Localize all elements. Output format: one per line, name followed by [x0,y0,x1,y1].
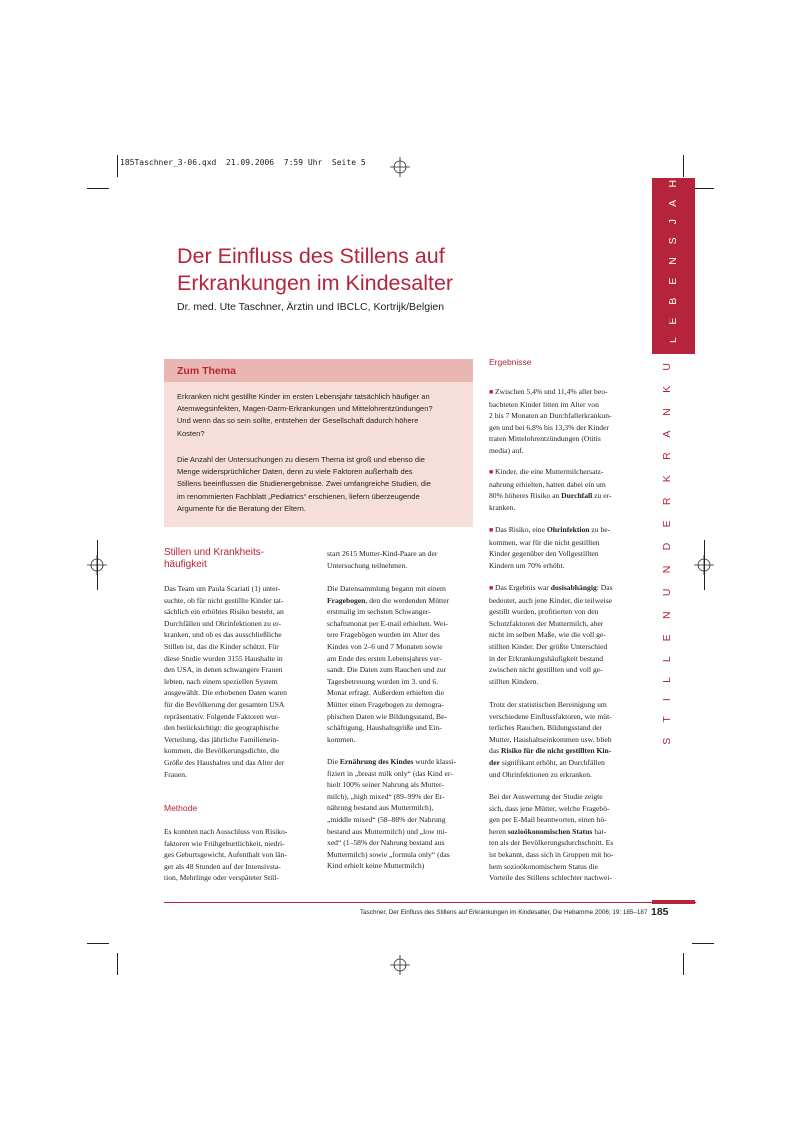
article-title: Der Einfluss des Stillens auf Erkrankungen im Kindesalter [177,244,454,295]
crop-mark [683,953,684,975]
bullet-icon: ■ [489,388,495,396]
registration-mark-icon [390,955,410,975]
footer-citation: Taschner, Der Einfluss des Stillens auf Erkrankungen im Kindesalter, Die Hebamme 2006; 19: 185–187 [360,909,648,916]
footer-rule [164,902,696,903]
column-1-paragraph-1: Das Team um Paula Scariati (1) unter- suchte, ob für nicht gestillte Kinder tat- sächlich ein erhöhtes Risiko besteht, an Durchfällen und Ohrinfektionen zu er- kranken, und ob es das ausschließliche Stillen ist, das die Kinder schützt. Für diese Studie wurden 3155 Haushalte in den USA, in denen schwangere Frauen lebten, nach einem speziellen System ausgewählt. Die erhobenen Daten waren für die Bevölkerung der gesamten USA repräsentativ. Folgende Faktoren wur- den berücksichtigt: die geographische Verteilung, das jährliche Familienein- kommen, die Bevölkerungsdichte, die Größe des Haushaltes und das Alter der Frauen. [164,584,287,779]
bullet-icon: ■ [489,468,495,476]
result-bullet-2: ■ Kinder, die eine Muttermilchersatz- nahrung erhielten, hatten dabei ein um 80% höheres Risiko an Durchfall zu er- kranken. [489,467,612,512]
column-2-paragraph-3: Die Ernährung des Kindes wurde klassi- fiziert in „breast milk only“ (das Kind er- hielt 100% seiner Nahrung als Mutter- milch), „high mixed“ (89–99% der Er- nährung bestand aus Muttermilch), „middle mixed“ (58–88% der Nahrung bestand aus Muttermilch) und „low mi- xed“ (1–58% der Nahrung bestand aus Muttermilch) sowie „formula only“ (das Kind erhielt keine Muttermilch) [327,757,456,871]
result-bullet-3: ■ Das Risiko, eine Ohrinfektion zu be- kommen, war für die nicht gestillten Kinder gegenüber den Vollgestillten Kindern um 70% erhöht. [489,525,611,570]
section-heading-ergebnisse: Ergebnisse [489,357,532,367]
bullet-icon: ■ [489,526,495,534]
summary-paragraph-1: Erkranken nicht gestillte Kinder im ersten Lebensjahr tatsächlich häufiger an Atemwegsinfekten, Magen-Darm-Erkrankungen und Mittelohrentzündungen? Und wenn das so sein sollte, entstehen der Gesellschaft dadurch höhere Kosten? [177,392,433,438]
column-2-paragraph-1: start 2615 Mutter-Kind-Paare an der Untersuchung teilnehmen. [327,549,438,570]
section-heading: Stillen und Krankheits- häufigkeit [164,547,265,570]
bullet-icon: ■ [489,584,495,592]
column-3-paragraph-5: Trotz der statistischen Bereinigung um verschiedene Einflussfaktoren, wie müt- terliches Rauchen, Bildungsstand der Mutter, Haushaltseinkommen usw. blieb das Risiko für die nicht gestillten Kin- der signifikant erhöht, an Durchfällen und Ohrinfektionen zu erkranken. [489,700,612,779]
crop-mark [97,540,98,590]
crop-mark [87,943,109,944]
registration-mark-icon [390,157,410,177]
column-2-paragraph-2: Die Datensammlung begann mit einem Fragebogen, den die werdenden Mütter erstmalig im sechsten Schwanger- schaftsmonat per E-mail erhielten. Wei- tere Fragebögen wurden im Alter des Kindes von 2–6 und 7 Monaten sowie am Ende des ersten Lebensjahres ver- sandt. Die Daten zum Rauchen und zur Tagesbetreuung wurden im 3. und 6. Monat erfragt. Außerdem erhielten die Mütter einen Fragebogen zu demogra- phischen Daten wie Bildungsstand, Be- schäftigung, Haushaltsgröße und Ein- kommen. [327,584,450,744]
article-byline: Dr. med. Ute Taschner, Ärztin und IBCLC, Kortrijk/Belgien [177,301,445,313]
column-1-paragraph-2: Es konnten nach Ausschluss von Risiko- faktoren wie Frühgeburtlichkeit, niedri- ges Geburtsgewicht, Aufenthalt von län- ger als 48 Stunden auf der Intensivsta- tion, Mehrlinge oder verspäteter Still- [164,827,288,883]
crop-mark [117,155,118,177]
crop-mark [87,188,109,189]
print-slug: 185Taschner_3-06.qxd 21.09.2006 7:59 Uhr Seite 5 [120,158,366,167]
summary-paragraph-2: Die Anzahl der Untersuchungen zu diesem Thema ist groß und ebenso die Menge widersprüchlicher Daten, denn zu viele Faktoren außerhalb des Stillens beeinflussen die Studienergebnisse. Zwei umfangreiche Studien, die im renommierten Fachblatt „Pediatrics“ erschienen, liefern überzeugende Argumente für die Beratung der Eltern. [177,455,431,513]
crop-mark [692,943,714,944]
crop-mark [683,155,684,177]
result-bullet-1: ■ Zwischen 5,4% und 11,4% aller beo- bachteten Kinder litten im Alter von 2 bis 7 Monaten an Durchfallerkrankun- gen und bei 6,8% bis 13,3% der Kinder traten Mittelohrentzündungen (Otitis media) auf. [489,387,612,455]
section-heading-methode: Methode [164,803,198,813]
page-number: 185 [651,906,669,918]
crop-mark [117,953,118,975]
footer-accent-rule [652,900,695,904]
column-3-paragraph-6: Bei der Auswertung der Studie zeigte sich, dass jene Mütter, welche Fragebö- gen per E-Mail beantworten, einen hö- heren sozioökonomischen Status hat- ten als der Bevölkerungsdurchschnitt. Es ist bekannt, dass sich in Gruppen mit ho- hem sozioökonomischem Status die Vorteile des Stillens schlechter nachwei- [489,792,614,883]
summary-box-title: Zum Thema [177,365,236,377]
result-bullet-4: ■ Das Ergebnis war dosisabhängig: Das bedeutet, auch jene Kinder, die teilweise gestillt wurden, profitierten von den Schutzfaktoren der Muttermilch, aber nicht im selben Maße, wie die voll ge- stillten Kinder. Der größte Unterschied in der Erkrankungshäufigkeit bestand zwischen nicht gestillten und voll ge- stillten Kindern. [489,583,613,686]
crop-mark [704,540,705,590]
crop-mark [692,188,714,189]
section-side-label: S T I L L E N U N D E R K R A N K U N G E N [661,265,673,745]
section-tab-label: 1 . L E B E N S J A H R [667,154,679,378]
